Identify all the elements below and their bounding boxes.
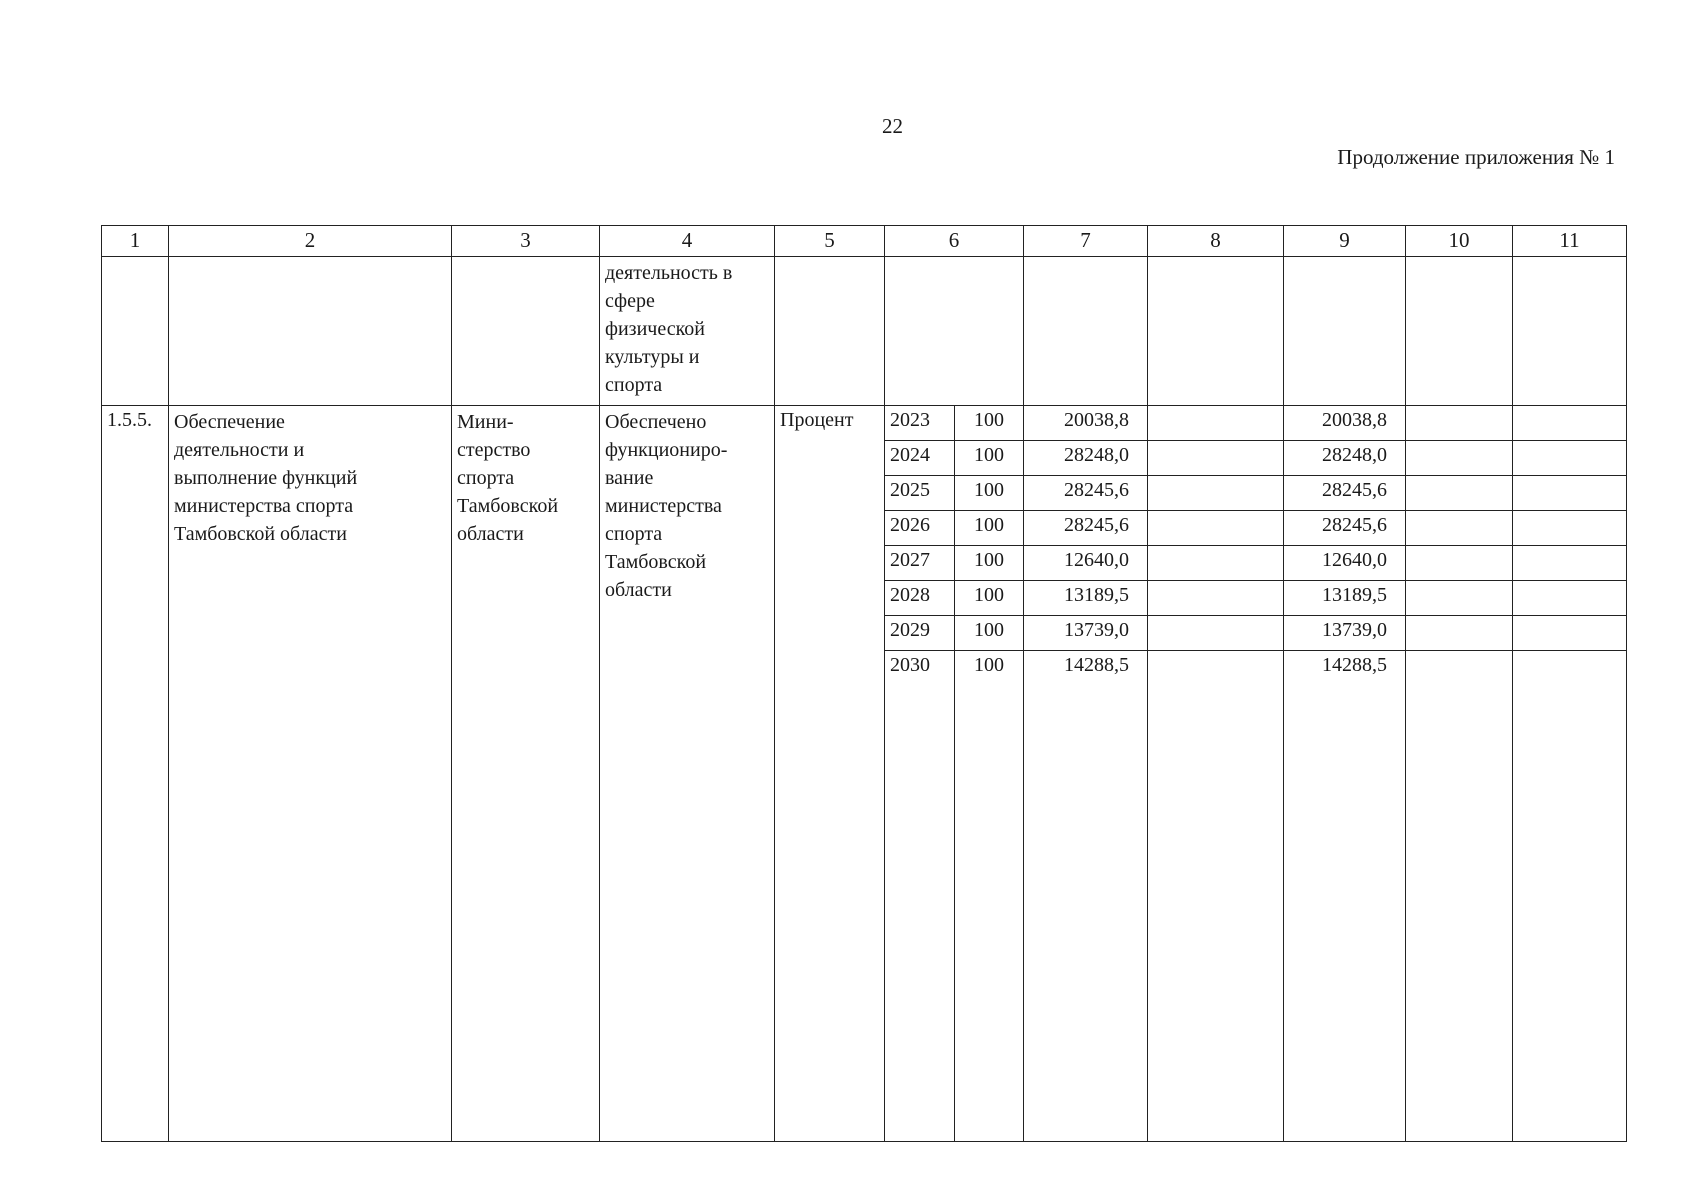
column-header: 5 — [775, 226, 885, 257]
amount-col11-cell — [1513, 581, 1627, 616]
amount-col11-cell — [1513, 441, 1627, 476]
amount-col11-cell — [1513, 651, 1627, 686]
table-cell — [1148, 257, 1284, 406]
indicator-value-cell: 100 — [955, 511, 1024, 546]
table-row — [102, 406, 1627, 441]
table-cell — [102, 257, 169, 406]
table-cell — [452, 257, 600, 406]
program-table — [101, 225, 1627, 1142]
amount-col10-cell — [1406, 406, 1513, 441]
amount-col11-cell — [1513, 511, 1627, 546]
column-header: 10 — [1406, 226, 1513, 257]
amount-col10-cell — [1406, 476, 1513, 511]
amount-col8-cell — [1148, 511, 1284, 546]
indicator-value-cell: 100 — [955, 651, 1024, 686]
column-header: 11 — [1513, 226, 1627, 257]
item-name: Обеспечение деятельности и выполнение функций министерства спорта Тамбовской области — [169, 406, 452, 1142]
amount-col9-cell: 28245,6 — [1284, 511, 1406, 546]
year-cell: 2027 — [885, 546, 955, 581]
amount-col10-cell — [1406, 511, 1513, 546]
table-cell — [1406, 685, 1513, 1142]
amount-col9-cell: 28245,6 — [1284, 476, 1406, 511]
table-cell — [1148, 685, 1284, 1142]
item-executor: Мини- стерство спорта Тамбовской области — [452, 406, 600, 1142]
column-header: 6 — [885, 226, 1024, 257]
amount-col8-cell — [1148, 581, 1284, 616]
amount-col7-cell: 14288,5 — [1024, 651, 1148, 686]
year-cell: 2030 — [885, 651, 955, 686]
item-number: 1.5.5. — [102, 406, 169, 1142]
indicator-value-cell: 100 — [955, 441, 1024, 476]
year-cell: 2029 — [885, 616, 955, 651]
indicator-value-cell: 100 — [955, 581, 1024, 616]
indicator-value-cell: 100 — [955, 546, 1024, 581]
column-header: 4 — [600, 226, 775, 257]
indicator-value-cell: 100 — [955, 406, 1024, 441]
amount-col7-cell: 28248,0 — [1024, 441, 1148, 476]
column-header: 3 — [452, 226, 600, 257]
amount-col10-cell — [1406, 651, 1513, 686]
amount-col9-cell: 13739,0 — [1284, 616, 1406, 651]
table-cell — [1513, 685, 1627, 1142]
amount-col7-cell: 12640,0 — [1024, 546, 1148, 581]
table-cell — [1284, 685, 1406, 1142]
amount-col11-cell — [1513, 546, 1627, 581]
table-cell — [775, 257, 885, 406]
amount-col7-cell: 13739,0 — [1024, 616, 1148, 651]
amount-col7-cell: 13189,5 — [1024, 581, 1148, 616]
amount-col9-cell: 20038,8 — [1284, 406, 1406, 441]
table-cell — [1284, 257, 1406, 406]
amount-col9-cell: 14288,5 — [1284, 651, 1406, 686]
amount-col8-cell — [1148, 546, 1284, 581]
year-cell: 2028 — [885, 581, 955, 616]
column-header: 7 — [1024, 226, 1148, 257]
continued-row — [102, 257, 1627, 406]
amount-col8-cell — [1148, 476, 1284, 511]
amount-col9-cell: 28248,0 — [1284, 441, 1406, 476]
column-number-row — [102, 226, 1627, 257]
amount-col8-cell — [1148, 406, 1284, 441]
table-cell — [169, 257, 452, 406]
amount-col10-cell — [1406, 581, 1513, 616]
item-result: Обеспечено функциониро- вание министерства спорта Тамбовской области — [600, 406, 775, 1142]
amount-col9-cell: 12640,0 — [1284, 546, 1406, 581]
amount-col10-cell — [1406, 546, 1513, 581]
table-cell — [885, 257, 1024, 406]
year-cell: 2026 — [885, 511, 955, 546]
amount-col8-cell — [1148, 616, 1284, 651]
column-header: 1 — [102, 226, 169, 257]
table-cell — [1024, 685, 1148, 1142]
year-cell: 2023 — [885, 406, 955, 441]
amount-col8-cell — [1148, 441, 1284, 476]
table-cell — [1513, 257, 1627, 406]
continued-result-text: деятельность в сфере физической культуры и спорта — [600, 257, 775, 406]
table-cell — [885, 685, 955, 1142]
year-cell: 2024 — [885, 441, 955, 476]
amount-col8-cell — [1148, 651, 1284, 686]
indicator-value-cell: 100 — [955, 476, 1024, 511]
amount-col11-cell — [1513, 616, 1627, 651]
amount-col7-cell: 28245,6 — [1024, 511, 1148, 546]
table-cell — [955, 685, 1024, 1142]
amount-col9-cell: 13189,5 — [1284, 581, 1406, 616]
amount-col7-cell: 28245,6 — [1024, 476, 1148, 511]
table-cell — [1406, 257, 1513, 406]
year-cell: 2025 — [885, 476, 955, 511]
column-header: 2 — [169, 226, 452, 257]
column-header: 9 — [1284, 226, 1406, 257]
amount-col10-cell — [1406, 441, 1513, 476]
continuation-label: Продолжение приложения № 1 — [1337, 145, 1615, 169]
page-number: 22 — [882, 114, 903, 138]
column-header: 8 — [1148, 226, 1284, 257]
table-cell — [1024, 257, 1148, 406]
amount-col11-cell — [1513, 406, 1627, 441]
amount-col11-cell — [1513, 476, 1627, 511]
amount-col7-cell: 20038,8 — [1024, 406, 1148, 441]
amount-col10-cell — [1406, 616, 1513, 651]
indicator-value-cell: 100 — [955, 616, 1024, 651]
item-unit: Процент — [775, 406, 885, 1142]
